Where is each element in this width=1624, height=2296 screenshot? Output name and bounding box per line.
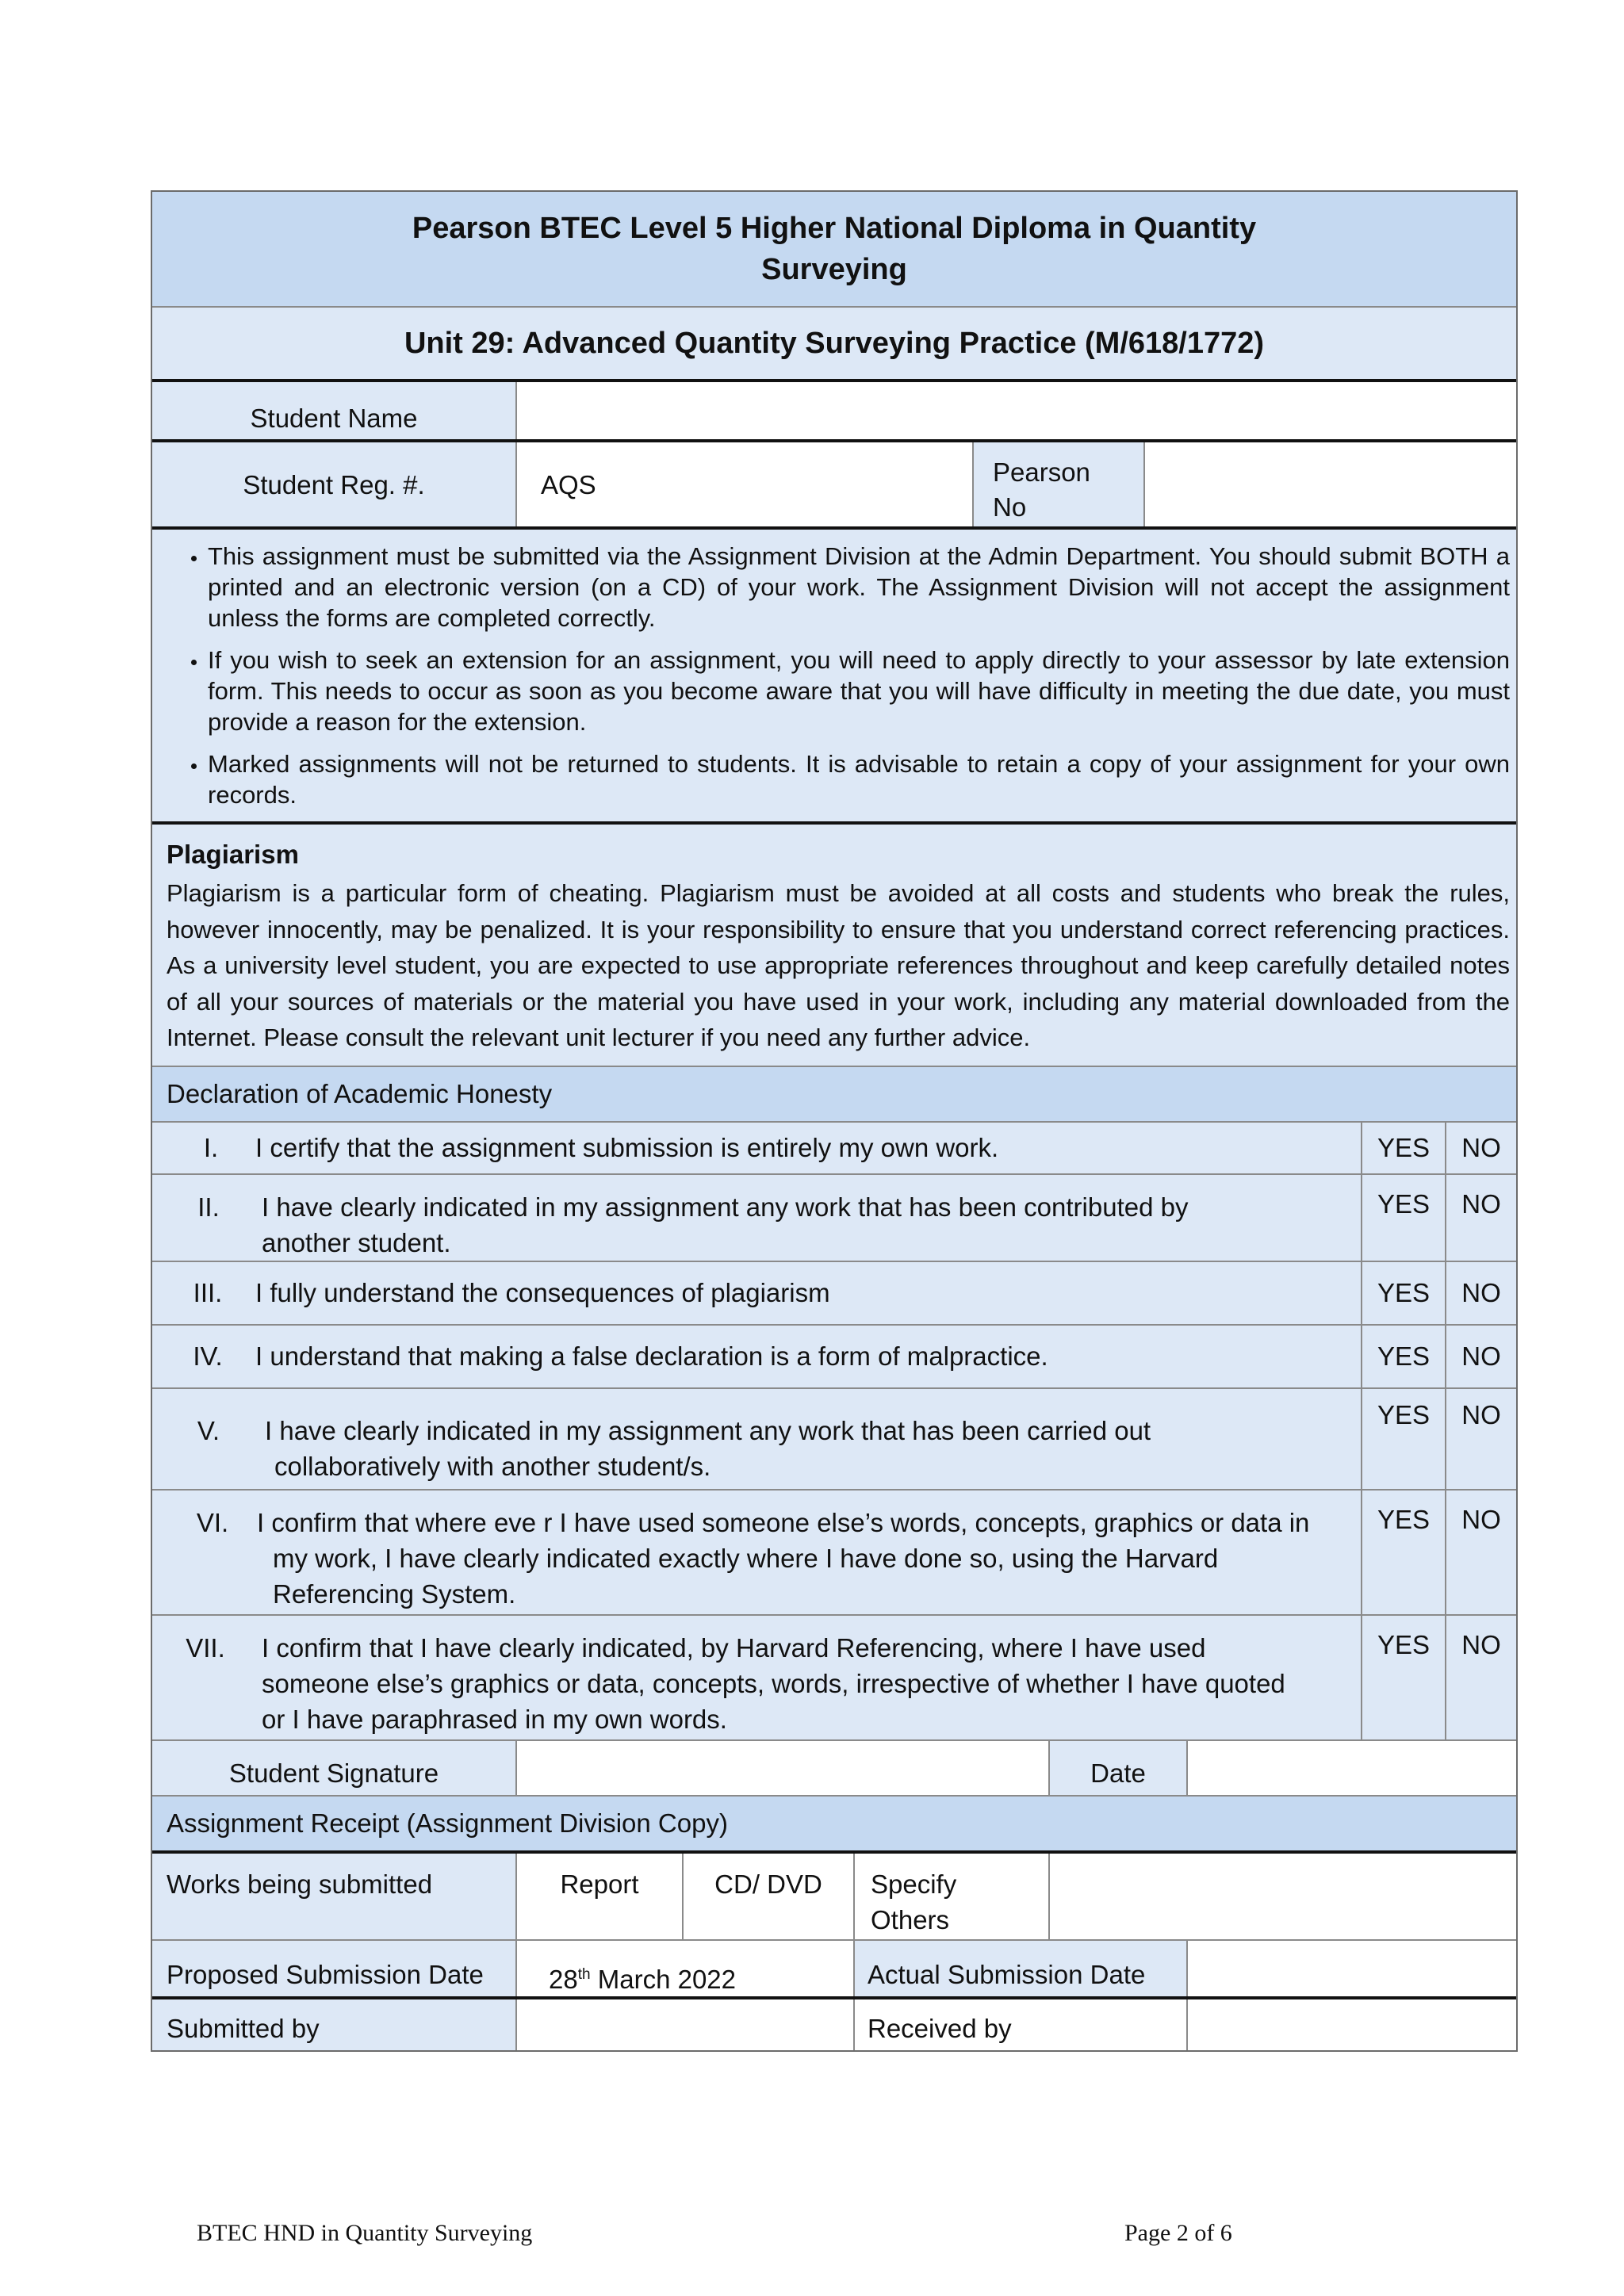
proposed-date-day: 28 [549,1964,578,1994]
works-label: Works being submitted [167,1869,433,1899]
submission-date-row [152,1939,1516,1996]
submitted-by-field[interactable] [515,1999,853,2050]
pearson-no-label [972,442,1143,526]
signature-row [152,1739,1516,1795]
declaration-heading: Declaration of Academic Honesty [167,1079,553,1108]
no-option[interactable]: NO [1445,1262,1516,1324]
report-option[interactable]: Report [515,1854,682,1939]
declaration-text [152,1490,1361,1614]
plagiarism-row [152,821,1516,1066]
declaration-row [152,1261,1516,1324]
declaration-line: someone else’s graphics or data, concepts, words, irrespective of whether I have quoted [262,1668,1285,1698]
declaration-line: I confirm that where eve r I have used someone else’s words, concepts, graphics or data in [257,1507,1310,1537]
plagiarism-text: Plagiarism is a particular form of cheating. Plagiarism must be avoided at all costs and students who break the rules, however innocently, may be penalized. It is your responsibility to ensure that you understand correct referencing practices. As a university level student, you are expected to use appropriate references throughout and keep carefully detailed notes of all your sources of materials or the material you have used in your work, including any material downloaded from the Internet. Please consult the relevant unit lecturer if you need any further advice. [167,879,1510,1051]
declaration-number: V. [197,1415,220,1445]
student-reg-row [152,439,1516,526]
specify-others-line1: Specify [871,1869,957,1899]
declaration-number: II. [197,1192,220,1222]
received-by-field[interactable] [1186,1999,1516,2050]
plagiarism-heading: Plagiarism [167,840,299,869]
student-name-label: Student Name [250,403,418,433]
pearson-no-field[interactable] [1143,442,1516,526]
declaration-number: VI. [196,1507,229,1537]
note-item: • Marked assignments will not be returned to students. It is advisable to retain a copy of your assignment for your own records. [208,748,1510,810]
declaration-text [152,1389,1361,1489]
declaration-line: collaboratively with another student/s. [274,1451,711,1481]
declaration-number: IV. [193,1341,223,1371]
note-item: • This assignment must be submitted via the Assignment Division at the Admin Department. You should submit BOTH a printed and an electronic version (on a CD) of your work. The Assignment Division will not accept the assignment unless the forms are completed correctly. [208,541,1510,633]
yes-option[interactable]: YES [1361,1616,1445,1739]
date-label: Date [1048,1741,1186,1795]
declaration-line: another student. [262,1227,451,1257]
declaration-row [152,1387,1516,1489]
declaration-row [152,1121,1516,1173]
declaration-line: I have clearly indicated in my assignment any work that has been contributed by [262,1192,1189,1222]
programme-title [152,192,1516,306]
declaration-text [152,1616,1361,1739]
no-option[interactable]: NO [1445,1490,1516,1614]
plagiarism-section [152,825,1516,1066]
title-row [152,192,1516,306]
declaration-text [152,1175,1361,1261]
student-name-field[interactable] [515,382,1516,439]
pearson-no-label-line2: No [993,492,1027,522]
no-option[interactable]: NO [1445,1175,1516,1261]
no-option[interactable]: NO [1445,1123,1516,1173]
page-number: Page 2 of 6 [1124,2220,1232,2246]
declaration-number: VII. [186,1632,225,1663]
student-signature-label: Student Signature [228,1758,439,1788]
proposed-date-suffix: th [577,1965,591,1983]
actual-date-label: Actual Submission Date [853,1941,1186,1996]
declaration-line: I fully understand the consequences of plagiarism [255,1278,830,1307]
declaration-text [152,1123,1361,1173]
specify-others-label [853,1854,1048,1939]
pearson-no-label-line1: Pearson [993,457,1090,487]
declaration-number: III. [193,1278,223,1307]
submission-notes [152,530,1516,821]
student-name-row [152,379,1516,439]
declaration-row [152,1614,1516,1739]
student-reg-field[interactable]: AQS [515,442,972,526]
no-option[interactable]: NO [1445,1389,1516,1489]
declaration-text [152,1262,1361,1324]
student-signature-field[interactable] [515,1741,1048,1795]
declaration-row [152,1324,1516,1387]
yes-option[interactable]: YES [1361,1175,1445,1261]
yes-option[interactable]: YES [1361,1389,1445,1489]
no-option[interactable]: NO [1445,1326,1516,1387]
yes-option[interactable]: YES [1361,1490,1445,1614]
actual-date-field[interactable] [1186,1941,1516,1996]
received-by-label: Received by [853,1999,1186,2050]
no-option[interactable]: NO [1445,1616,1516,1739]
declaration-number: I. [203,1133,219,1162]
assignment-cover-form [151,190,1518,2052]
note-item: • If you wish to seek an extension for an assignment, you will need to apply directly to your assessor by late extension form. This needs to occur as soon as you become aware that you will have difficulty in meeting the due date, you must provide a reason for the extension. [208,645,1510,737]
specify-others-line2: Others [871,1904,950,1934]
declaration-row [152,1173,1516,1261]
submitted-by-row [152,1996,1516,2050]
declaration-line: Referencing System. [273,1578,516,1609]
declaration-line: I understand that making a false declaration is a form of malpractice. [255,1341,1048,1371]
programme-title-line2: Surveying [761,253,907,286]
declaration-line: I confirm that I have clearly indicated, by Harvard Referencing, where I have used [262,1632,1206,1663]
specify-others-field[interactable] [1048,1854,1516,1939]
yes-option[interactable]: YES [1361,1262,1445,1324]
declaration-line: or I have paraphrased in my own words. [262,1704,727,1734]
notes-row [152,526,1516,821]
declaration-heading-row [152,1066,1516,1121]
declaration-text [152,1326,1361,1387]
receipt-heading-row [152,1795,1516,1850]
student-reg-label: Student Reg. #. [243,469,425,499]
proposed-date-value [515,1941,853,1996]
declaration-line: my work, I have clearly indicated exactly where I have done so, using the Harvard [273,1543,1219,1573]
signature-date-field[interactable] [1186,1741,1516,1795]
yes-option[interactable]: YES [1361,1123,1445,1173]
proposed-date-label: Proposed Submission Date [167,1959,484,1989]
unit-row [152,306,1516,379]
programme-title-line1: Pearson BTEC Level 5 Higher National Diploma in Quantity [412,212,1257,245]
declaration-row [152,1489,1516,1614]
cd-dvd-option[interactable]: CD/ DVD [682,1854,853,1939]
yes-option[interactable]: YES [1361,1326,1445,1387]
unit-title: Unit 29: Advanced Quantity Surveying Practice (M/618/1772) [404,326,1265,360]
works-row [152,1850,1516,1939]
proposed-date-rest: March 2022 [590,1964,737,1994]
declaration-line: I have clearly indicated in my assignment any work that has been carried out [265,1415,1151,1445]
declaration-line: I certify that the assignment submission is entirely my own work. [255,1133,999,1162]
receipt-heading: Assignment Receipt (Assignment Division Copy) [167,1808,728,1838]
submitted-by-label: Submitted by [167,2013,320,2043]
footer-left: BTEC HND in Quantity Surveying [197,2220,533,2246]
